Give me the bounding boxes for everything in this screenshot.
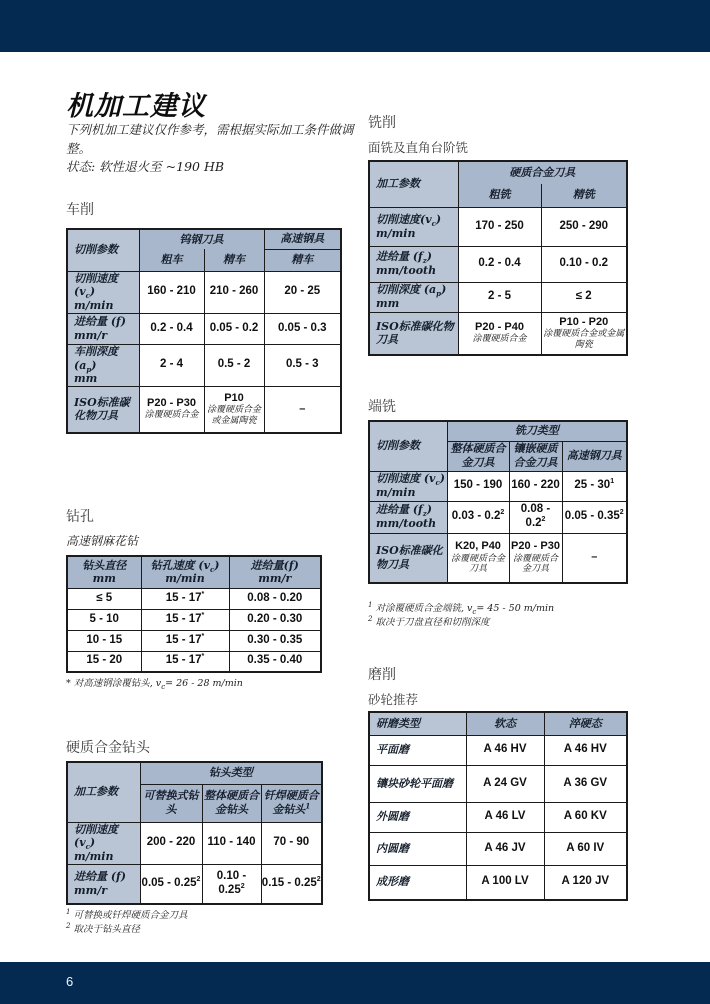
table-row bbox=[67, 864, 322, 904]
value-cell: P20 - P40 涂覆硬质合金 bbox=[458, 312, 541, 355]
corner-header: 加工参数 bbox=[369, 161, 458, 207]
column-header: 整体硬质合金刀具 bbox=[447, 441, 509, 471]
table-row bbox=[67, 822, 322, 864]
value-cell: A 120 JV bbox=[544, 865, 627, 900]
table-header-row bbox=[369, 161, 627, 184]
value-cell: ≤ 5 bbox=[67, 588, 141, 609]
table-header-row bbox=[67, 556, 321, 588]
row-label: 切削速度 $(v_c)$ m/min bbox=[369, 471, 447, 501]
value-cell: 15 - 17* bbox=[141, 609, 229, 630]
column-header: 高速钢刀具 bbox=[562, 441, 627, 471]
carbide-drill-table bbox=[66, 761, 323, 905]
column-header: 钻头直径 mm bbox=[67, 556, 141, 588]
footnote-line: $^2$ 取决于钻头直径 bbox=[66, 921, 140, 935]
value-cell: 170 - 250 bbox=[458, 207, 541, 246]
table-row bbox=[369, 312, 627, 355]
column-group-header: 钻头类型 bbox=[140, 762, 322, 784]
row-label: 车削深度 $(a_p)$ mm bbox=[67, 344, 139, 386]
value-cell: A 60 IV bbox=[544, 832, 627, 865]
corner-header: 切削参数 bbox=[369, 421, 447, 471]
value-cell: 0.5 - 2 bbox=[204, 344, 264, 386]
value-cell: 150 - 190 bbox=[447, 471, 509, 501]
table-row bbox=[369, 765, 627, 802]
value-cell: 0.10 - 0.2 bbox=[541, 246, 627, 282]
table-row bbox=[369, 246, 627, 282]
end-milling-table bbox=[368, 420, 628, 584]
value-cell: 0.15 - 0.25$^2$ bbox=[261, 864, 322, 904]
drilling-footnote: * 对高速钢涂覆钻头, $v_c= 26 - 28$ m/min bbox=[66, 678, 243, 691]
value-cell: 10 - 15 bbox=[67, 630, 141, 651]
row-label: 切削速度$(v_c)$ m/min bbox=[67, 271, 139, 313]
table-header-row bbox=[67, 229, 341, 249]
value-cell: A 36 GV bbox=[544, 765, 627, 802]
value-cell: 0.20 - 0.30 bbox=[229, 609, 321, 630]
section-heading-milling: 铣削 bbox=[368, 114, 396, 130]
footnote-line: $^1$ 可替换或钎焊硬质合金刀具 bbox=[66, 907, 188, 921]
value-cell: A 24 GV bbox=[466, 765, 544, 802]
row-label: ISO标准碳化物刀具 bbox=[67, 387, 139, 433]
page-title: 机加工建议 bbox=[66, 91, 206, 122]
row-label: 切削速度$(v_c)$ m/min bbox=[369, 207, 458, 246]
value-cell: 0.2 - 0.4 bbox=[458, 246, 541, 282]
value-cell: P10 - P20 涂覆硬质合金或金属陶瓷 bbox=[541, 312, 627, 355]
corner-header: 切削参数 bbox=[67, 229, 139, 271]
section-heading-turning: 车削 bbox=[66, 201, 94, 217]
table-header-row bbox=[67, 762, 322, 784]
column-header: 精铣 bbox=[541, 184, 627, 207]
column-header: 研磨类型 bbox=[369, 712, 466, 735]
row-label: 外圆磨 bbox=[369, 802, 466, 832]
column-group-header: 硬质合金刀具 bbox=[458, 161, 627, 184]
value-cell: 210 - 260 bbox=[204, 271, 264, 313]
value-cell: 0.05 - 0.2 bbox=[204, 313, 264, 344]
column-header: 粗铣 bbox=[458, 184, 541, 207]
table-row bbox=[369, 735, 627, 765]
column-header: 钻孔速度 $(v_c)$ m/min bbox=[141, 556, 229, 588]
table-row bbox=[369, 832, 627, 865]
value-cell: 0.2 - 0.4 bbox=[139, 313, 204, 344]
section-heading-endmill: 端铣 bbox=[368, 398, 396, 414]
row-label: 进给量 (f) mm/r bbox=[67, 864, 140, 904]
column-group-header: 铣刀类型 bbox=[447, 421, 627, 441]
table-row bbox=[369, 802, 627, 832]
value-cell: 2 - 4 bbox=[139, 344, 204, 386]
page-number: 6 bbox=[66, 974, 74, 989]
endmill-footnotes bbox=[368, 602, 554, 630]
row-label: 内圆磨 bbox=[369, 832, 466, 865]
table-row bbox=[67, 387, 341, 433]
grinding-table bbox=[368, 711, 628, 901]
value-cell: K20, P40 涂覆硬质合金刀具 bbox=[447, 533, 509, 583]
row-label: 进给量 $(f_z)$ mm/tooth bbox=[369, 501, 447, 533]
row-label: 成形磨 bbox=[369, 865, 466, 900]
row-label: 进给量 (f) mm/r bbox=[67, 313, 139, 344]
row-label: 切削深度 $(a_p)$ mm bbox=[369, 282, 458, 312]
value-cell: – bbox=[562, 533, 627, 583]
table-row bbox=[67, 609, 321, 630]
section-heading-carbide-drill: 硬质合金钻头 bbox=[66, 739, 150, 755]
value-cell: 0.05 - 0.25$^2$ bbox=[140, 864, 202, 904]
value-cell: 5 - 10 bbox=[67, 609, 141, 630]
value-cell: 250 - 290 bbox=[541, 207, 627, 246]
subheading-face-milling: 面铣及直角台阶铣 bbox=[368, 141, 469, 155]
carbide-footnotes bbox=[66, 909, 188, 937]
section-heading-drilling: 钻孔 bbox=[66, 508, 94, 524]
value-cell: 0.30 - 0.35 bbox=[229, 630, 321, 651]
value-cell: 0.10 - 0.25$^2$ bbox=[202, 864, 261, 904]
value-cell: ≤ 2 bbox=[541, 282, 627, 312]
value-cell: 160 - 220 bbox=[509, 471, 562, 501]
drilling-table bbox=[66, 555, 322, 673]
value-cell: 15 - 17* bbox=[141, 588, 229, 609]
value-cell: 160 - 210 bbox=[139, 271, 204, 313]
subheading-wheel-recommendation: 砂轮推荐 bbox=[368, 693, 419, 707]
value-cell: – bbox=[264, 387, 341, 433]
column-header: 进给量(f) mm/r bbox=[229, 556, 321, 588]
table-row bbox=[369, 865, 627, 900]
footer-banner bbox=[0, 962, 710, 1004]
value-cell: A 60 KV bbox=[544, 802, 627, 832]
value-cell: A 46 HV bbox=[544, 735, 627, 765]
footnote-line: $^2$ 取决于刀盘直径和切削深度 bbox=[368, 614, 490, 628]
table-header-row bbox=[369, 421, 627, 441]
table-row bbox=[67, 630, 321, 651]
column-group-header: 钨钢刀具 bbox=[139, 229, 264, 249]
table-header-row bbox=[369, 712, 627, 735]
column-header: 镶嵌硬质合金刀具 bbox=[509, 441, 562, 471]
value-cell: P10 涂覆硬质合金或金属陶瓷 bbox=[204, 387, 264, 433]
value-cell: 0.5 - 3 bbox=[264, 344, 341, 386]
column-header: 软态 bbox=[466, 712, 544, 735]
row-label: 镶块砂轮平面磨 bbox=[369, 765, 466, 802]
face-milling-table bbox=[368, 160, 628, 356]
table-row bbox=[67, 651, 321, 672]
table-row bbox=[67, 344, 341, 386]
value-cell: 0.08 - 0.20 bbox=[229, 588, 321, 609]
row-label: ISO标准碳化物刀具 bbox=[369, 312, 458, 355]
table-row bbox=[67, 313, 341, 344]
corner-header: 加工参数 bbox=[67, 762, 140, 822]
value-cell: 15 - 17* bbox=[141, 630, 229, 651]
condition-text: 状态: 软性退火至 ~190 HB bbox=[66, 159, 225, 174]
value-cell: $0.03 - 0.2^2$ bbox=[447, 501, 509, 533]
value-cell: 0.05 - 0.35$^2$ bbox=[562, 501, 627, 533]
row-label: 平面磨 bbox=[369, 735, 466, 765]
intro-text: 下列机加工建议仅作参考，需根据实际加工条件做调整。 bbox=[66, 122, 354, 156]
value-cell: $0.08 - 0.2^2$ bbox=[509, 501, 562, 533]
value-cell: $25 - 30^1$ bbox=[562, 471, 627, 501]
value-cell: P20 - P30 涂覆硬质合金刀具 bbox=[509, 533, 562, 583]
turning-table bbox=[66, 228, 342, 434]
table-row bbox=[369, 501, 627, 533]
top-banner bbox=[0, 0, 710, 52]
column-header: 淬硬态 bbox=[544, 712, 627, 735]
row-label: ISO标准碳化物刀具 bbox=[369, 533, 447, 583]
value-cell: A 46 JV bbox=[466, 832, 544, 865]
column-header: 整体硬质合金钻头 bbox=[202, 784, 261, 822]
value-cell: 200 - 220 bbox=[140, 822, 202, 864]
table-row bbox=[369, 207, 627, 246]
column-header: 精车 bbox=[264, 249, 341, 271]
row-label: 切削速度 $(v_c)$ m/min bbox=[67, 822, 140, 864]
subheading-hss-twist-drill: 高速钢麻花钻 bbox=[66, 534, 139, 548]
table-row bbox=[67, 588, 321, 609]
column-header: 钎焊硬质合金钻头$^1$ bbox=[261, 784, 322, 822]
value-cell: A 100 LV bbox=[466, 865, 544, 900]
column-group-header: 高速钢具 bbox=[264, 229, 341, 249]
column-header: 可替换式钻头 bbox=[140, 784, 202, 822]
value-cell: P20 - P30 涂覆硬质合金 bbox=[139, 387, 204, 433]
value-cell: 110 - 140 bbox=[202, 822, 261, 864]
column-header: 粗车 bbox=[139, 249, 204, 271]
value-cell: 0.05 - 0.3 bbox=[264, 313, 341, 344]
section-heading-grinding: 磨削 bbox=[368, 666, 396, 682]
table-row bbox=[369, 282, 627, 312]
table-row bbox=[67, 271, 341, 313]
value-cell: 20 - 25 bbox=[264, 271, 341, 313]
column-header: 精车 bbox=[204, 249, 264, 271]
table-row bbox=[369, 533, 627, 583]
value-cell: 15 - 17* bbox=[141, 651, 229, 672]
value-cell: 2 - 5 bbox=[458, 282, 541, 312]
value-cell: 0.35 - 0.40 bbox=[229, 651, 321, 672]
footnote-line: $^1$ 对涂覆硬质合金端铣, $v_c= 45 - 50$ m/min bbox=[368, 600, 555, 616]
value-cell: A 46 HV bbox=[466, 735, 544, 765]
value-cell: 15 - 20 bbox=[67, 651, 141, 672]
table-row bbox=[369, 471, 627, 501]
value-cell: 70 - 90 bbox=[261, 822, 322, 864]
value-cell: A 46 LV bbox=[466, 802, 544, 832]
row-label: 进给量 $(f_z)$ mm/tooth bbox=[369, 246, 458, 282]
